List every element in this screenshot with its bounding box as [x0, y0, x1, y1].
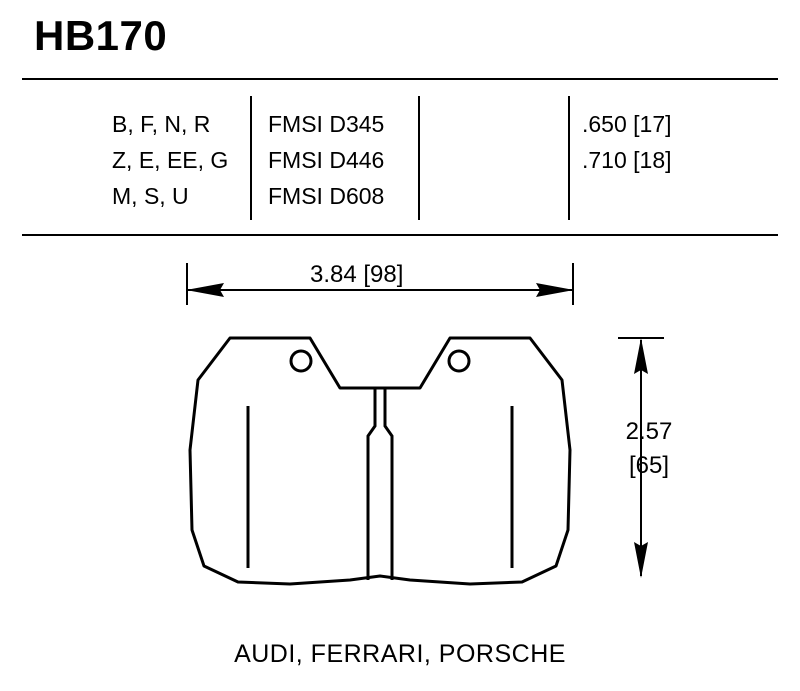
thickness-column — [582, 106, 672, 178]
divider-top — [22, 78, 778, 80]
height-dimension-label — [604, 415, 694, 483]
width-dimension-label: 3.84 [98] — [310, 261, 404, 288]
fmsi-row: FMSI D446 — [268, 147, 385, 173]
vehicle-applications: AUDI, FERRARI, PORSCHE — [234, 640, 566, 668]
compound-codes-row: M, S, U — [112, 183, 189, 209]
divider-vertical-1 — [250, 96, 252, 220]
divider-vertical-3 — [568, 96, 570, 220]
height-dimension-inches: 2.57 — [625, 418, 673, 445]
width-dimension-arrow — [186, 283, 574, 297]
fmsi-row: FMSI D608 — [268, 183, 385, 209]
thickness-row: .710 [18] — [582, 147, 672, 173]
brake-pad-outline-diagram — [170, 330, 590, 590]
height-dimension-mm: [65] — [628, 452, 670, 479]
part-number: HB170 — [34, 12, 168, 59]
compound-codes-column — [112, 106, 228, 214]
fmsi-numbers-column — [268, 106, 384, 214]
thickness-row: .650 [17] — [582, 111, 672, 137]
divider-vertical-2 — [418, 96, 420, 220]
fmsi-row: FMSI D345 — [268, 111, 385, 137]
compound-codes-row: Z, E, EE, G — [112, 147, 229, 173]
divider-bottom — [22, 234, 778, 236]
compound-codes-row: B, F, N, R — [112, 111, 211, 137]
